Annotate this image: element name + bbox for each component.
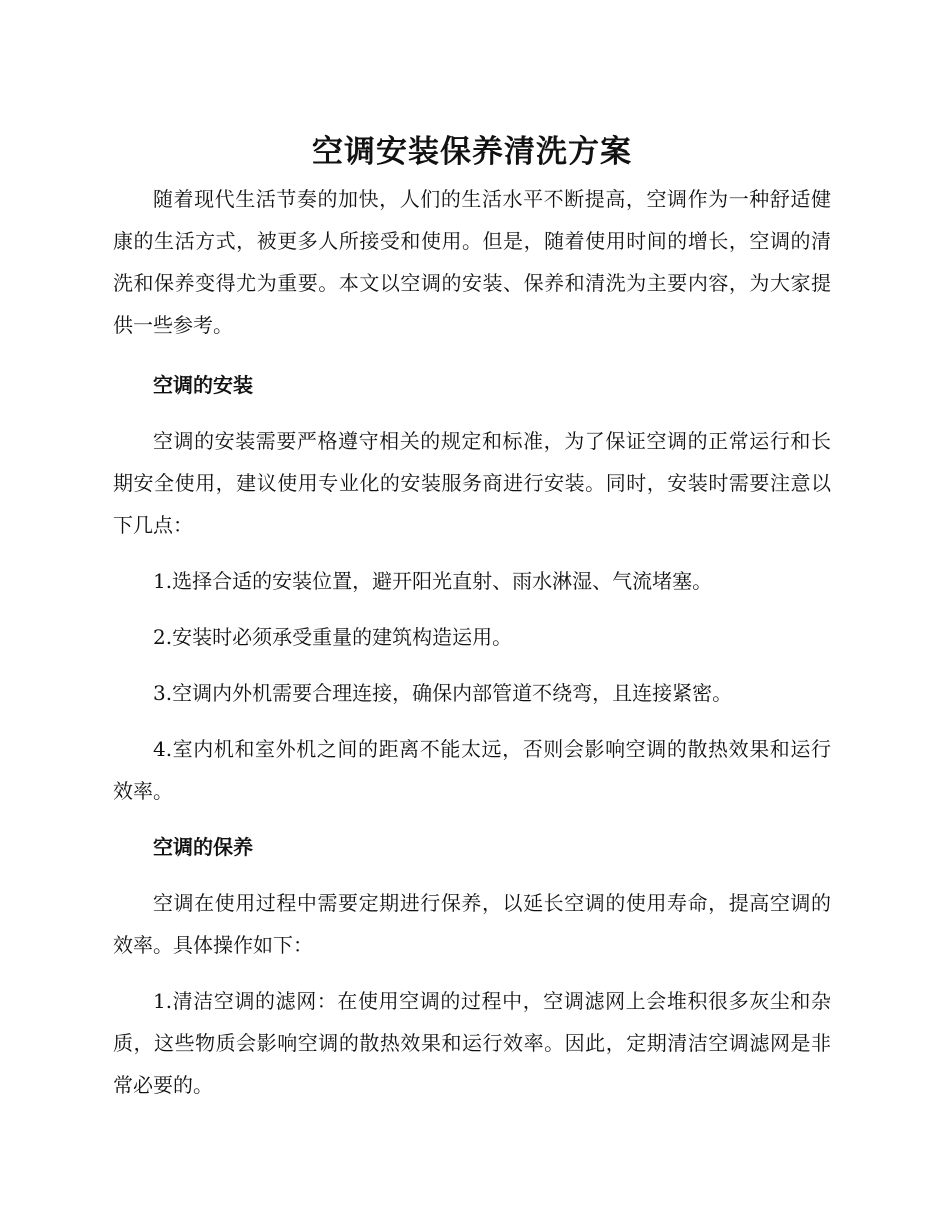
section-heading: 空调的保养: [153, 835, 253, 859]
list-item: 3.空调内外机需要合理连接，确保内部管道不绕弯，且连接紧密。: [153, 681, 733, 705]
list-item: 1.清洁空调的滤网：在使用空调的过程中，空调滤网上会堆积很多灰尘和杂质，这些物质会影响空调的散热效果和运行效率。因此，定期清洁空调滤网是非常必要的。: [113, 989, 831, 1097]
list-item: 1.选择合适的安装位置，避开阳光直射、雨水淋湿、气流堵塞。: [153, 569, 713, 593]
intro-paragraph: 随着现代生活节奏的加快，人们的生活水平不断提高，空调作为一种舒适健康的生活方式，被更多人所接受和使用。但是，随着使用时间的增长，空调的清洗和保养变得尤为重要。本文以空调的安装、保养和清洗为主要内容，为大家提供一些参考。: [113, 187, 831, 337]
paragraph: 空调在使用过程中需要定期进行保养，以延长空调的使用寿命，提高空调的效率。具体操作如下：: [113, 891, 831, 957]
section-heading: 空调的安装: [153, 373, 253, 397]
section-installation: [113, 364, 831, 812]
document-title: 空调安装保养清洗方案: [312, 134, 632, 170]
list-item: 4.室内机和室外机之间的距离不能太远，否则会影响空调的散热效果和运行效率。: [113, 737, 831, 803]
document-body: [113, 130, 831, 1120]
section-maintenance: [113, 826, 831, 1106]
list-item: 2.安装时必须承受重量的建筑构造运用。: [153, 625, 513, 649]
paragraph: 空调的安装需要严格遵守相关的规定和标准，为了保证空调的正常运行和长期安全使用，建议使用专业化的安装服务商进行安装。同时，安装时需要注意以下几点：: [113, 429, 831, 537]
